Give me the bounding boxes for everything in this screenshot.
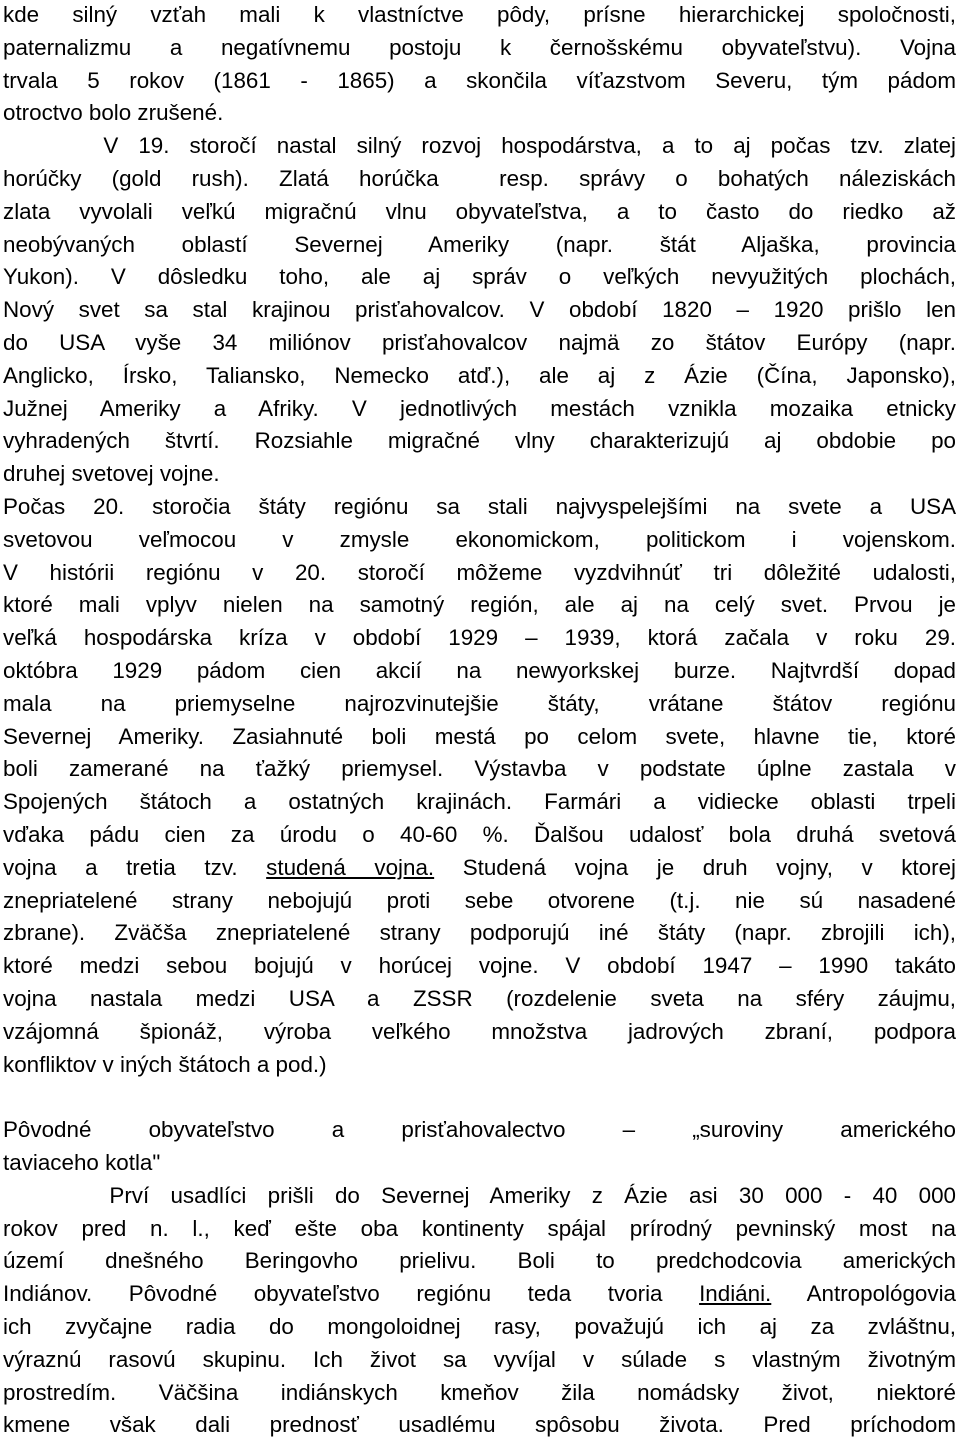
text-line-content: ich zvyčajne radia do mongoloidnej rasy, považujú ich aj za zvláštnu, [3, 1314, 956, 1339]
text-line [3, 1409, 956, 1441]
text-line-content: horúčky (gold rush). Zlatá horúčka resp. správy o bohatých náleziskách [3, 166, 956, 191]
text-line [3, 491, 956, 523]
text-line [3, 917, 956, 949]
text-line-content: rokov pred n. l., keď ešte oba kontinenty spájal prírodný pevninský most na [3, 1215, 956, 1241]
text-line-content: Indiánov. Pôvodné obyvateľstvo regiónu teda tvoria [3, 1281, 700, 1307]
text-line-content: októbra 1929 pádom cien akcií na newyorkskej burze. Najtvrdší dopad [3, 658, 956, 683]
text-line-content: Južnej Ameriky a Afriky. V jednotlivých mestách vznikla mozaika etnicky [3, 395, 956, 421]
text-line-content: vojna nastala medzi USA a ZSSR (rozdelenie sveta na sféry záujmu, [3, 986, 956, 1011]
text-line [3, 261, 956, 293]
text-line-content: V 19. storočí nastal silný rozvoj hospodárstva, a to aj počas tzv. zlatej [3, 133, 956, 159]
text-line [3, 721, 956, 753]
text-line-content: Spojených štátoch a ostatných krajinách. Farmári a vidiecke oblasti trpeli [3, 789, 956, 815]
text-line-content: Nový svet sa stal krajinou prisťahovalcov. V období 1820 – 1920 prišlo len [3, 297, 956, 323]
text-line-continuation: Studená vojna je druh vojny, v ktorej [434, 854, 956, 880]
text-line [3, 950, 956, 982]
text-line [3, 360, 956, 392]
text-line-content: otroctvo bolo zrušené. [3, 100, 224, 126]
underlined-term: studená vojna. [266, 854, 435, 880]
text-line [3, 1049, 327, 1081]
text-line [3, 1377, 956, 1409]
text-line-content: zlata vyvolali veľkú migračnú vlnu obyvateľstva, a to často do riedko až [3, 198, 956, 224]
text-line [3, 622, 956, 654]
text-line [3, 1311, 956, 1343]
text-line-content: ktoré medzi sebou bojujú v horúcej vojne. V období 1947 – 1990 takáto [3, 953, 956, 979]
text-line-content: V histórii regiónu v 20. storočí môžeme vyzdvihnúť tri dôležité udalosti, [3, 559, 956, 585]
underlined-term: Indiáni. [699, 1281, 772, 1307]
text-line [3, 819, 956, 851]
text-line-content: konfliktov v iných štátoch a pod.) [3, 1051, 327, 1077]
text-line-content: kde silný vzťah mali k vlastníctve pôdy, prísne hierarchickej spoločnosti, [3, 2, 956, 27]
text-line-content: mala na priemyselne najrozvinutejšie štáty, vrátane štátov regiónu [3, 690, 956, 716]
text-line-content: Počas 20. storočia štáty regiónu sa stali najvyspelejšími na svete a USA [3, 494, 956, 519]
text-line-content: Severnej Ameriky. Zasiahnuté boli mestá po celom svete, hlavne tie, ktoré [3, 723, 956, 749]
text-line [3, 458, 220, 490]
text-line-content: vďaka pádu cien za úrodu o 40-60 %. Ďalšou udalosť bola druhá svetová [3, 822, 956, 847]
text-line-content: vojna a tretia tzv. [3, 854, 267, 880]
text-line [3, 983, 956, 1015]
text-line-content: veľká hospodárska kríza v období 1929 – 1939, ktorá začala v roku 29. [3, 625, 956, 651]
text-line-content: boli zamerané na ťažký priemysel. Výstavba v podstate úplne zastala v [3, 756, 956, 782]
text-line [3, 655, 956, 687]
text-line [3, 393, 956, 425]
text-line-content: Pôvodné obyvateľstvo a prisťahovalectvo – „suroviny amerického [3, 1117, 956, 1143]
text-line [3, 1147, 160, 1179]
text-line [3, 1180, 956, 1212]
text-line-content: území dnešného Beringovho prielivu. Boli to predchodcovia amerických [3, 1248, 956, 1274]
text-line-content: Anglicko, Írsko, Taliansko, Nemecko atď.), ale aj z Ázie (Čína, Japonsko), [3, 362, 956, 388]
text-line [3, 885, 956, 917]
text-line [3, 1344, 956, 1376]
text-line-content: taviaceho kotla" [3, 1150, 161, 1175]
text-line [3, 327, 956, 359]
text-line-content: svetovou veľmocou v zmysle ekonomickom, politickom i vojenskom. [3, 526, 956, 552]
text-line [3, 1213, 956, 1245]
text-line [3, 163, 956, 195]
text-line-content: vyhradených štvrtí. Rozsiahle migračné vlny charakterizujú aj obdobie po [3, 428, 956, 454]
text-line-content: Prví usadlíci prišli do Severnej Ameriky z Ázie asi 30 000 - 40 000 [3, 1182, 956, 1208]
text-line-content: znepriatelené strany nebojujú proti sebe otvorene (t.j. nie sú nasadené [3, 887, 956, 913]
text-line [3, 688, 956, 720]
text-line [3, 753, 956, 785]
text-line [3, 1016, 956, 1048]
text-line-continuation: Antropológovia [771, 1281, 956, 1307]
text-line [3, 229, 956, 261]
text-line-content: kmene však dali prednosť usadlému spôsobu života. Pred príchodom [3, 1412, 956, 1438]
text-line-content: paternalizmu a negatívnemu postoju k černošskému obyvateľstvu). Vojna [3, 34, 956, 60]
text-line [3, 294, 956, 326]
text-line-content: ktoré mali vplyv nielen na samotný región, ale aj na celý svet. Prvou je [3, 592, 956, 618]
text-line [3, 1278, 956, 1310]
text-line [3, 97, 223, 129]
text-line [3, 786, 956, 818]
text-line-content: neobývaných oblastí Severnej Ameriky (napr. štát Aljaška, provincia [3, 231, 956, 257]
text-line [3, 130, 956, 162]
text-line-content: zbrane). Zväčša znepriatelené strany podporujú iné štáty (napr. zbrojili ich), [3, 920, 956, 946]
text-line-content: prostredím. Väčšina indiánskych kmeňov žila nomádsky život, niektoré [3, 1379, 956, 1405]
text-line [3, 852, 956, 884]
text-line [3, 524, 956, 556]
text-line-content: Yukon). V dôsledku toho, ale aj správ o veľkých nevyužitých plochách, [3, 264, 956, 290]
text-line [3, 32, 956, 64]
text-line [3, 557, 956, 589]
text-line-content: do USA vyše 34 miliónov prisťahovalcov najmä zo štátov Európy (napr. [3, 330, 956, 355]
text-line-content: výraznú rasovú skupinu. Ich život sa vyvíjal v súlade s vlastným životným [3, 1346, 956, 1372]
text-line [3, 1114, 956, 1146]
text-line-content: vzájomná špionáž, výroba veľkého množstva jadrových zbraní, podpora [3, 1018, 956, 1044]
text-line [3, 0, 956, 31]
text-line-content: trvala 5 rokov (1861 - 1865) a skončila víťazstvom Severu, tým pádom [3, 67, 956, 93]
text-line [3, 196, 956, 228]
text-line [3, 589, 956, 621]
text-line [3, 425, 956, 457]
text-line [3, 1245, 956, 1277]
text-line-content: druhej svetovej vojne. [3, 461, 220, 487]
text-line [3, 65, 956, 97]
